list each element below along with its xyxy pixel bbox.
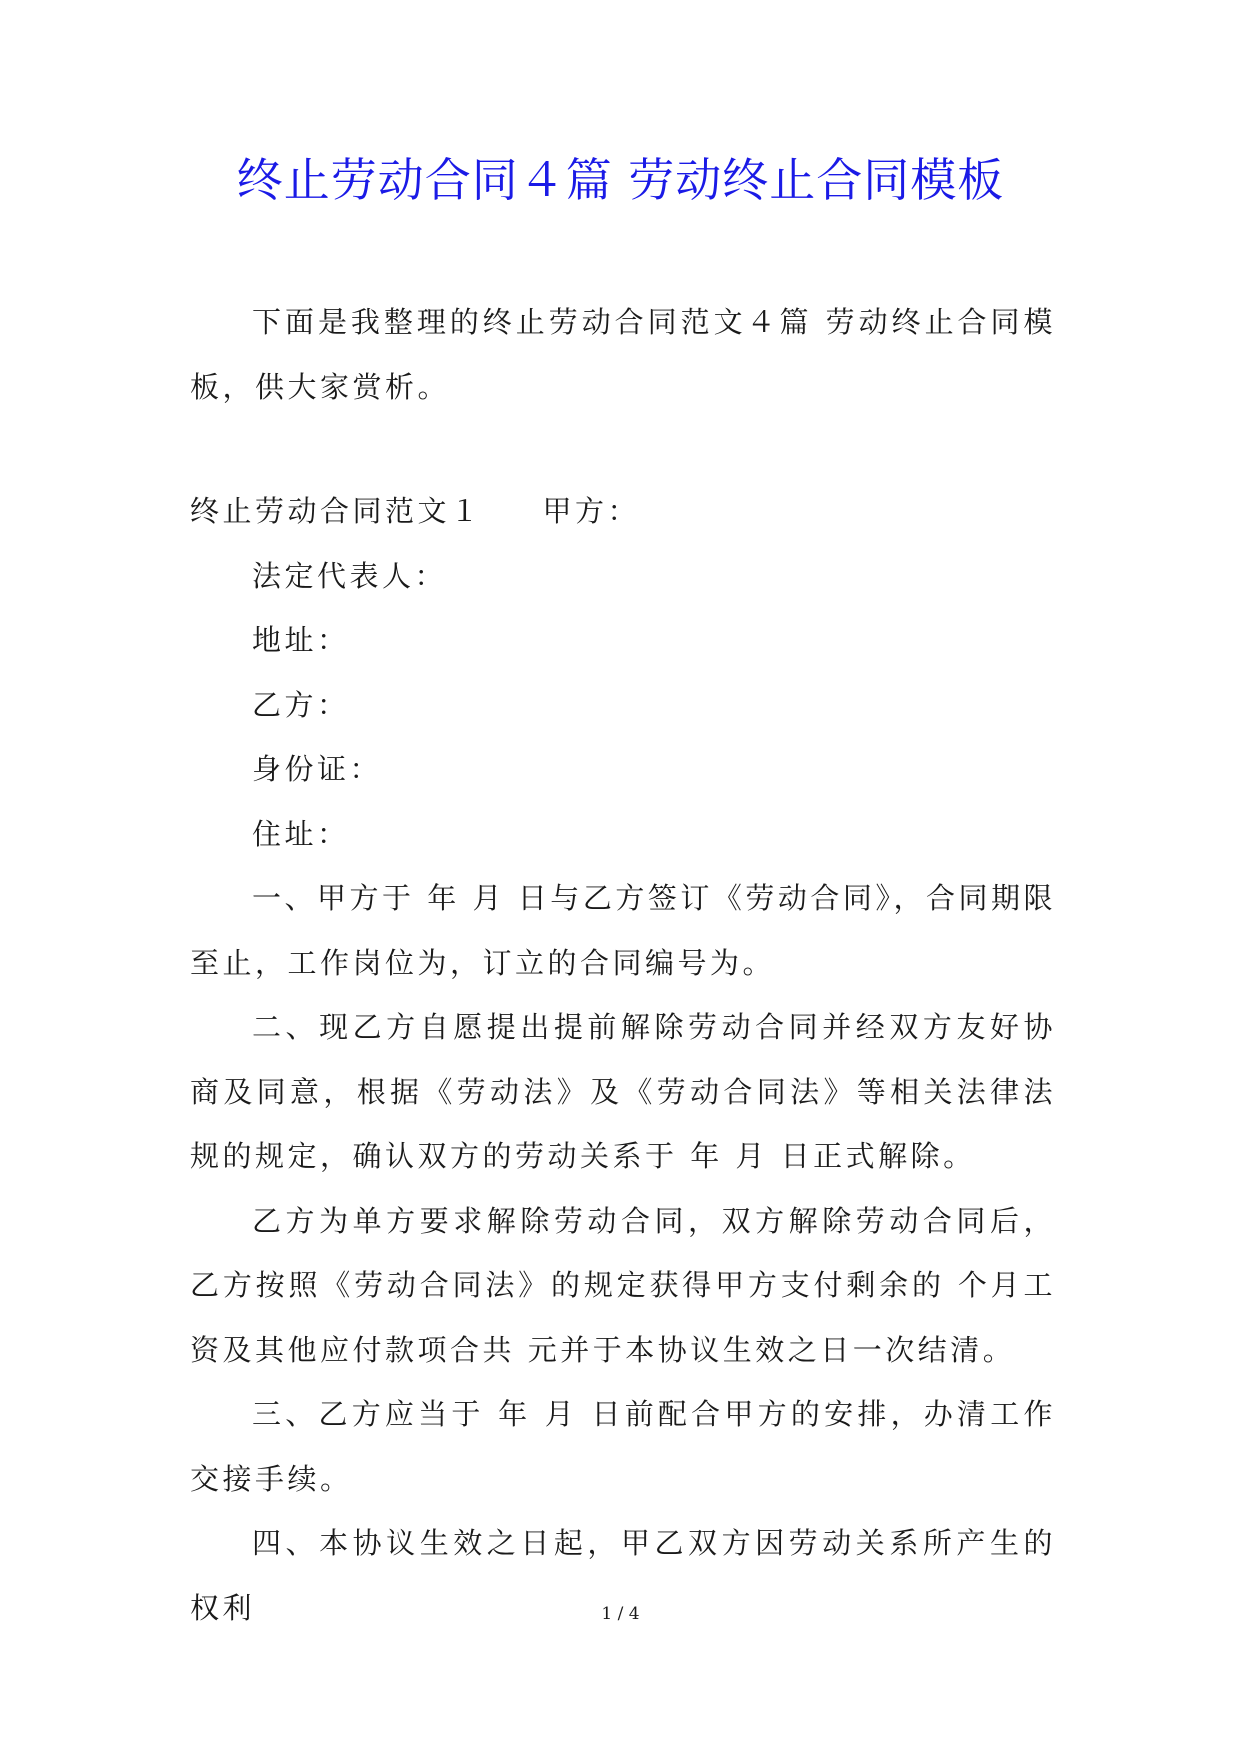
document-title: 终止劳动合同４篇 劳动终止合同模板 (236, 153, 1005, 207)
page-number: 1 / 4 (601, 1604, 640, 1624)
field-residence: 住址： (252, 816, 350, 851)
field-legal-representative: 法定代表人： (252, 558, 448, 593)
document-body (190, 290, 1056, 1640)
clause-four: 四、本协议生效之日起，甲乙双方因劳动关系所产生的权利 (190, 1526, 1056, 1625)
clause-two: 二、现乙方自愿提出提前解除劳动合同并经双方友好协商及同意，根据《劳动法》及《劳动合同法》等相关法律法规的规定，确认双方的劳动关系于 年 月 日正式解除。 (190, 1010, 1056, 1173)
clause-one: 一、甲方于 年 月 日与乙方签订《劳动合同》，合同期限至止，工作岗位为，订立的合同编号为。 (190, 881, 1056, 980)
party-a-label: 甲方： (542, 494, 641, 528)
section-heading-line (190, 479, 1056, 544)
intro-paragraph: 下面是我整理的终止劳动合同范文４篇 劳动终止合同模板，供大家赏析。 (190, 305, 1056, 404)
clause-two-compensation: 乙方为单方要求解除劳动合同，双方解除劳动合同后，乙方按照《劳动合同法》的规定获得甲方支付剩余的 个月工资及其他应付款项合共 元并于本协议生效之日一次结清。 (190, 1203, 1056, 1367)
spacer (190, 419, 1056, 479)
field-party-b: 乙方： (252, 687, 350, 722)
clause-three: 三、乙方应当于 年 月 日前配合甲方的安排，办清工作交接手续。 (190, 1397, 1056, 1496)
field-id-card: 身份证： (252, 752, 383, 786)
field-address: 地址： (252, 623, 350, 657)
section-heading: 终止劳动合同范文１ (190, 494, 483, 528)
